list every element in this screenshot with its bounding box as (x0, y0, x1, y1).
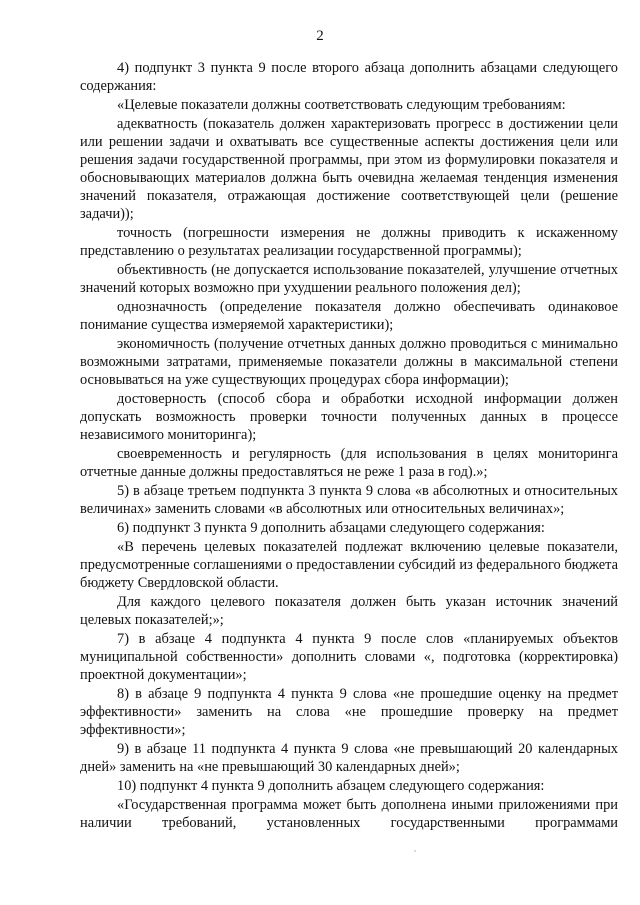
paragraph: адекватность (показатель должен характеризовать прогресс в достижении цели или решении задачи и охватывать все существенные аспекты достижения цели или решения задачи государственной программы, при этом из формулировки показателя и обосновывающих материалов должна быть очевидна желаемая тенденция изменения значений показателя, отражающая достижение соответствующей цели (решение задачи)); (80, 116, 618, 222)
paragraph: «Государственная программа может быть дополнена иными приложениями при наличии требований, установленных государственными программами (80, 797, 618, 831)
paragraph: «Целевые показатели должны соответствовать следующим требованиям: (117, 97, 566, 113)
paragraph: достоверность (способ сбора и обработки исходной информации должен допускать возможность проверки точности полученных данных в процессе независимого мониторинга); (80, 391, 618, 443)
paragraph: своевременность и регулярность (для использования в целях мониторинга отчетные данные должны предоставляться не реже 1 раза в год).»; (80, 446, 618, 480)
paragraph: 6) подпункт 3 пункта 9 дополнить абзацами следующего содержания: (117, 520, 545, 536)
paragraph: 9) в абзаце 11 подпункта 4 пункта 9 слова «не превышающий 20 календарных дней» заменить на «не превышающий 30 календарных дней»; (80, 741, 618, 775)
document-body (80, 59, 618, 833)
paragraph: 10) подпункт 4 пункта 9 дополнить абзацем следующего содержания: (117, 778, 545, 794)
paragraph: «В перечень целевых показателей подлежат включению целевые показатели, предусмотренные соглашениями о предоставлении субсидий из федерального бюджета бюджету Свердловской области. (80, 539, 618, 591)
paragraph: Для каждого целевого показателя должен быть указан источник значений целевых показателей;»; (80, 594, 618, 628)
paragraph: 8) в абзаце 9 подпункта 4 пункта 9 слова «не прошедшие оценку на предмет эффективности» заменить на слова «не прошедшие проверку на предмет эффективности»; (80, 686, 618, 738)
paragraph: точность (погрешности измерения не должны приводить к искаженному представлению о результатах реализации государственной программы); (80, 225, 618, 259)
scan-speck (414, 850, 416, 852)
paragraph: объективность (не допускается использование показателей, улучшение отчетных значений которых возможно при ухудшении реального положения дел); (80, 262, 618, 296)
paragraph: экономичность (получение отчетных данных должно проводиться с минимально возможными затратами, применяемые показатели должны в максимальной степени основываться на уже существующих процедурах сбора информации); (80, 336, 618, 388)
paragraph: 7) в абзаце 4 подпункта 4 пункта 9 после слов «планируемых объектов муниципальной собственности» дополнить словами «, подготовка (корректировка) проектной документации»; (80, 631, 618, 683)
page-number: 2 (316, 28, 324, 44)
paragraph: 4) подпункт 3 пункта 9 после второго абзаца дополнить абзацами следующего содержания: (80, 60, 618, 94)
paragraph: однозначность (определение показателя должно обеспечивать одинаковое понимание существа измеряемой характеристики); (80, 299, 618, 333)
paragraph: 5) в абзаце третьем подпункта 3 пункта 9 слова «в абсолютных и относительных величинах» заменить словами «в абсолютных или относительных величинах»; (80, 483, 618, 517)
